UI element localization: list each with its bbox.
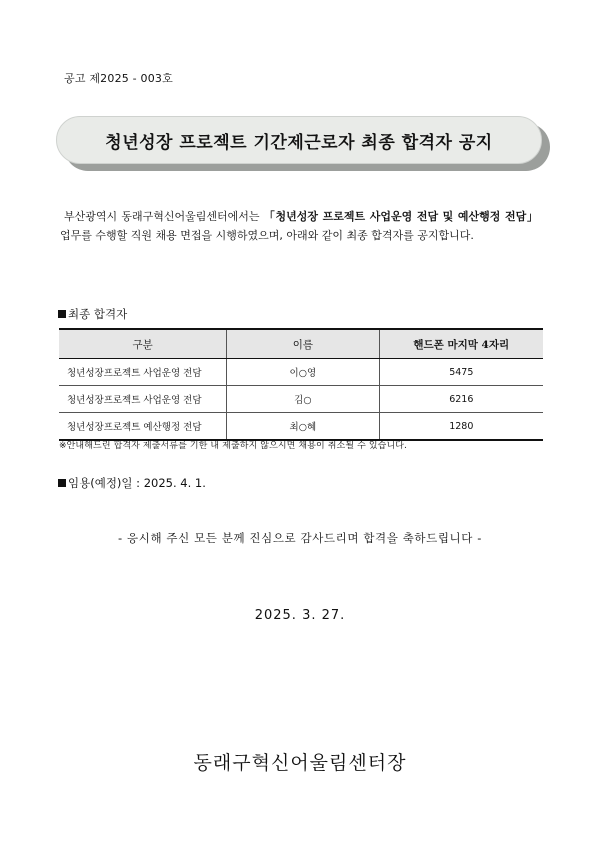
table-header-row <box>59 329 543 359</box>
intro-text-2: 업무를 수행할 직원 채용 면접을 시행하였으며, 아래와 같이 최종 합격자를 공지합니다. <box>60 229 474 242</box>
cell-phone: 6216 <box>379 386 543 413</box>
cell-phone: 1280 <box>379 413 543 441</box>
section-final-label: 최종 합격자 <box>68 307 128 321</box>
cell-category: 청년성장프로젝트 사업운영 전담 <box>59 386 227 413</box>
cell-name: 김○ <box>227 386 379 413</box>
cell-name: 최○혜 <box>227 413 379 441</box>
table-row <box>59 386 543 413</box>
table-row <box>59 413 543 441</box>
intro-project-name: 「청년성장 프로젝트 사업운영 전담 및 예산행정 전담」 <box>263 210 539 223</box>
appointment-line <box>58 475 206 491</box>
page-title: 청년성장 프로젝트 기간제근로자 최종 합격자 공지 <box>105 132 493 153</box>
header-name: 이름 <box>227 329 379 359</box>
intro-text-1: 부산광역시 동래구혁신어울림센터에서는 <box>64 210 264 223</box>
square-bullet-icon <box>58 310 66 318</box>
cell-phone: 5475 <box>379 359 543 386</box>
cell-category: 청년성장프로젝트 사업운영 전담 <box>59 359 227 386</box>
results-table <box>59 328 543 441</box>
table-row <box>59 359 543 386</box>
cell-name: 이○영 <box>227 359 379 386</box>
header-phone: 핸드폰 마지막 4자리 <box>379 329 543 359</box>
header-category: 구분 <box>59 329 227 359</box>
notice-date: 2025. 3. 27. <box>254 608 346 623</box>
notice-number: 공고 제2025 - 003호 <box>64 72 173 85</box>
footnote: ※안내해드린 합격자 제출서류를 기한 내 제출하지 않으시면 채용이 취소될 수 있습니다. <box>59 441 408 451</box>
thanks-message: - 응시해 주신 모든 분께 진심으로 감사드리며 합격을 축하드립니다 - <box>118 531 482 545</box>
section-final-heading <box>58 306 127 322</box>
cell-category: 청년성장프로젝트 예산행정 전담 <box>59 413 227 441</box>
square-bullet-icon <box>58 479 66 487</box>
signer: 동래구혁신어울림센터장 <box>193 752 407 774</box>
appointment-text: 임용(예정)일 : 2025. 4. 1. <box>68 476 206 490</box>
title-banner <box>56 116 542 164</box>
intro-paragraph <box>60 207 538 245</box>
